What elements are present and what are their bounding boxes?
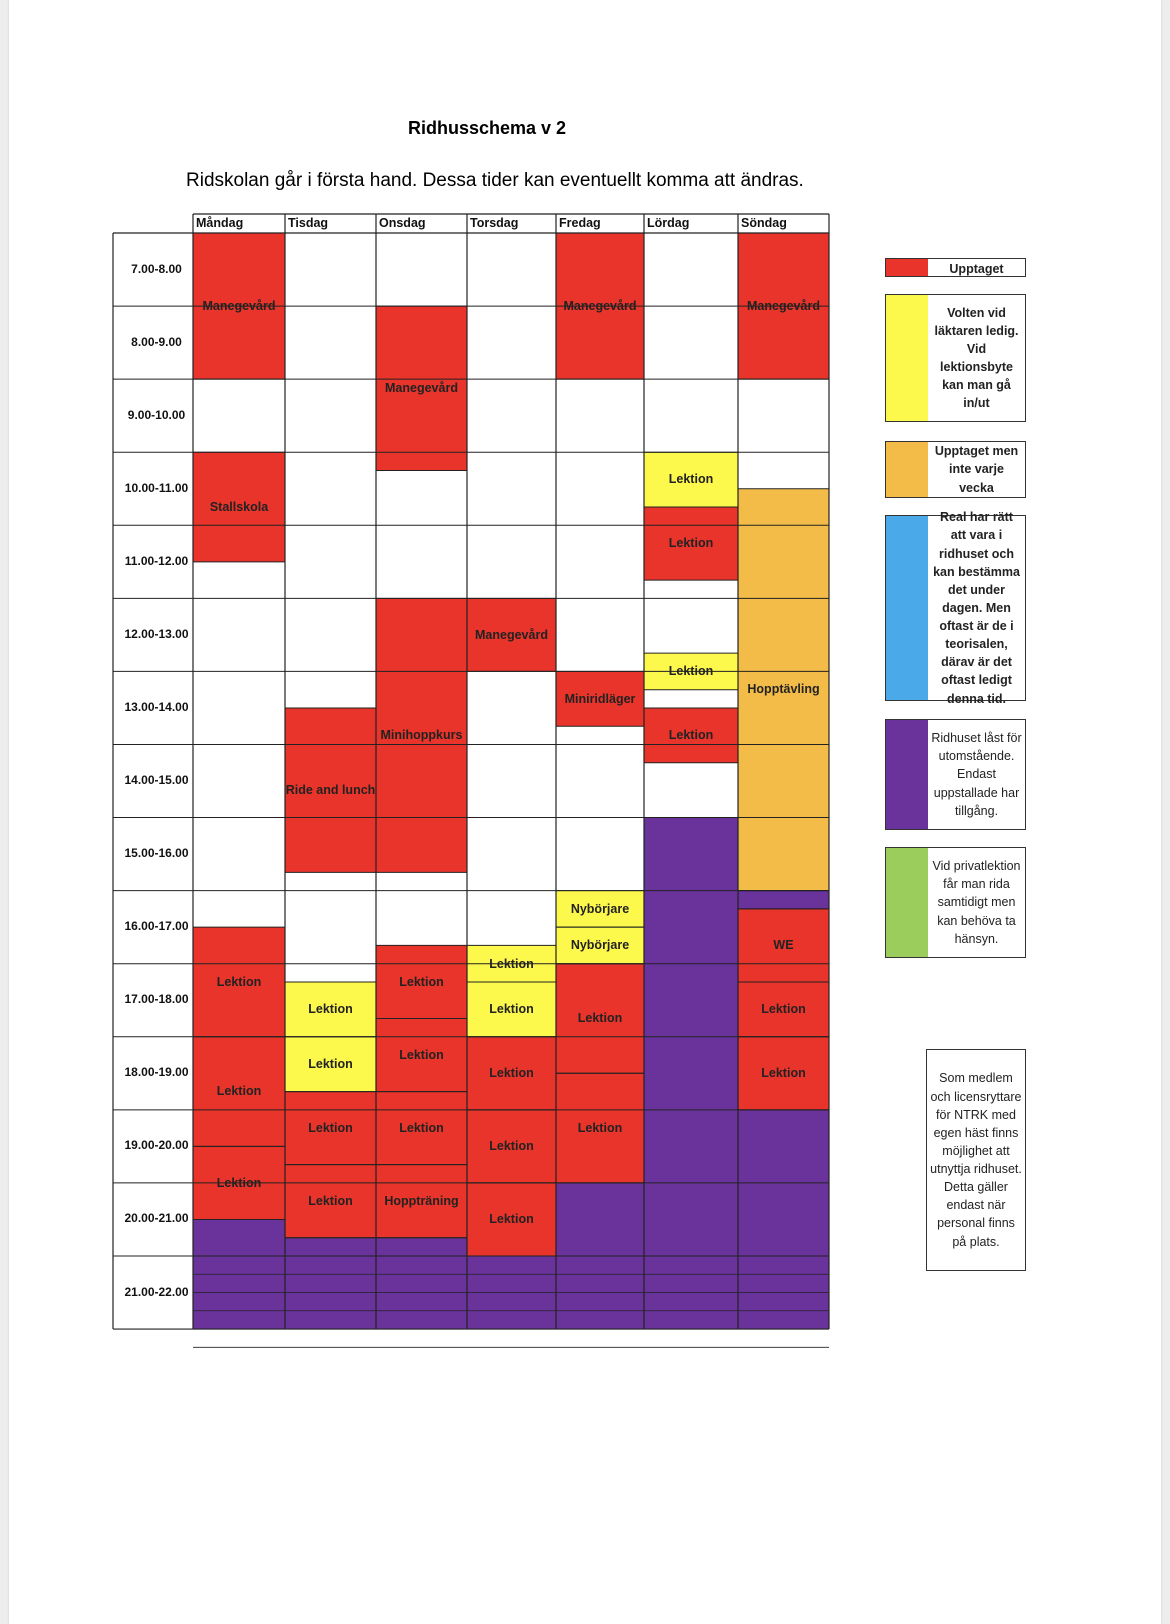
event-label: WE (773, 938, 794, 953)
legend-swatch (886, 848, 928, 957)
event-label: Lektion (308, 1056, 353, 1071)
event-label: Hopptävling (747, 682, 820, 697)
event-label: Lektion (668, 664, 714, 679)
time-label: 18.00-19.00 (124, 1065, 189, 1080)
legend-text: Volten vid läktaren ledig. Vid lektionsbyte kan man gå in/ut (934, 305, 1019, 411)
event-label: Lektion (399, 974, 444, 989)
event-block (738, 891, 829, 909)
event-block (285, 1238, 376, 1329)
event-block (738, 1110, 829, 1329)
event-label: Lektion (577, 1120, 623, 1135)
event-label: Lektion (489, 1139, 534, 1154)
event-label: Manegevård (747, 298, 820, 313)
event-label: Lektion (216, 1175, 262, 1190)
legend-item (885, 294, 1026, 422)
event-label: Lektion (668, 536, 714, 551)
legend-swatch (886, 516, 928, 700)
event-label: Lektion (489, 1212, 534, 1227)
legend-swatch (886, 295, 928, 421)
legend-item (885, 258, 1026, 277)
legend-swatch (886, 720, 928, 829)
day-header: Onsdag (379, 216, 426, 230)
event-label: Lektion (489, 956, 534, 971)
time-label: 12.00-13.00 (124, 626, 189, 641)
day-header: Måndag (196, 216, 244, 230)
time-label: 21.00-22.00 (124, 1284, 189, 1299)
time-label: 13.00-14.00 (124, 699, 189, 714)
time-label: 15.00-16.00 (124, 846, 189, 861)
legend-swatch (886, 442, 928, 497)
day-header: Söndag (741, 216, 787, 230)
time-label: 8.00-9.00 (131, 334, 182, 349)
day-header: Torsdag (470, 216, 519, 230)
time-label: 11.00-12.00 (124, 553, 189, 568)
legend-text: Ridhuset låst för utomstående. Endast uppstallade har tillgång. (931, 731, 1022, 818)
day-header: Lördag (647, 216, 690, 230)
event-label: Lektion (489, 1002, 534, 1017)
day-header: Fredag (559, 216, 601, 230)
time-label: 10.00-11.00 (124, 480, 189, 495)
event-label: Lektion (668, 728, 714, 743)
time-label: 16.00-17.00 (124, 919, 189, 934)
event-label: Miniridläger (564, 691, 636, 706)
page-title: Ridhusschema v 2 (407, 118, 567, 138)
event-label: Lektion (761, 1066, 806, 1081)
legend-text: Upptaget (949, 262, 1004, 276)
event-label: Nybörjare (570, 901, 630, 916)
event-label: Lektion (216, 974, 262, 989)
time-label: 9.00-10.00 (127, 407, 186, 422)
legend-swatch (886, 259, 928, 276)
legend-item (885, 510, 1026, 706)
event-label: Manegevård (563, 298, 637, 313)
event-label: Stallskola (209, 499, 269, 514)
page-subtitle: Ridskolan går i första hand. Dessa tider kan eventuellt komma att ändras. (186, 170, 804, 191)
legend-text: Vid privatlektion får man rida samtidigt men kan behöva ta hänsyn. (932, 859, 1021, 946)
event-label: Manegevård (385, 381, 458, 396)
legend-item (885, 847, 1026, 958)
event-block (376, 1238, 467, 1329)
legend-item (885, 441, 1026, 498)
event-label: Lektion (399, 1120, 444, 1135)
member-note: Som medlem och licensryttare för NTRK med egen häst finns möjlighet att utnyttja ridhuset. Detta gäller endast när personal finns på plats. (926, 1049, 1026, 1271)
time-label: 20.00-21.00 (124, 1211, 189, 1226)
time-label: 7.00-8.00 (131, 261, 182, 276)
event-label: Hoppträning (384, 1193, 459, 1208)
event-label: Ride and lunch (285, 782, 376, 797)
event-label: Lektion (216, 1084, 262, 1099)
time-label: 19.00-20.00 (124, 1138, 189, 1153)
event-label: Manegevård (475, 627, 548, 642)
time-label: 14.00-15.00 (124, 773, 189, 788)
event-label: Minihoppkurs (380, 728, 463, 743)
legend-text: Real har rätt att vara i ridhuset och kan bestämma det under dagen. Men oftast är de i teorisalen, därav är det oftast ledigt denna tid. (933, 510, 1020, 706)
event-label: Lektion (308, 1002, 353, 1017)
event-block (644, 818, 738, 1329)
document-page (9, 0, 1161, 1624)
event-label: Nybörjare (570, 938, 630, 953)
event-label: Manegevård (202, 298, 276, 313)
time-label: 17.00-18.00 (124, 992, 189, 1007)
event-label: Lektion (761, 1002, 806, 1017)
day-header: Tisdag (288, 216, 329, 230)
legend-text: Upptaget men inte varje vecka (934, 444, 1019, 495)
event-label: Lektion (308, 1120, 353, 1135)
event-label: Lektion (308, 1193, 353, 1208)
event-label: Lektion (489, 1066, 534, 1081)
event-label: Lektion (399, 1047, 444, 1062)
legend-item (885, 719, 1026, 830)
event-label: Lektion (577, 1011, 623, 1026)
event-label: Lektion (668, 472, 714, 487)
